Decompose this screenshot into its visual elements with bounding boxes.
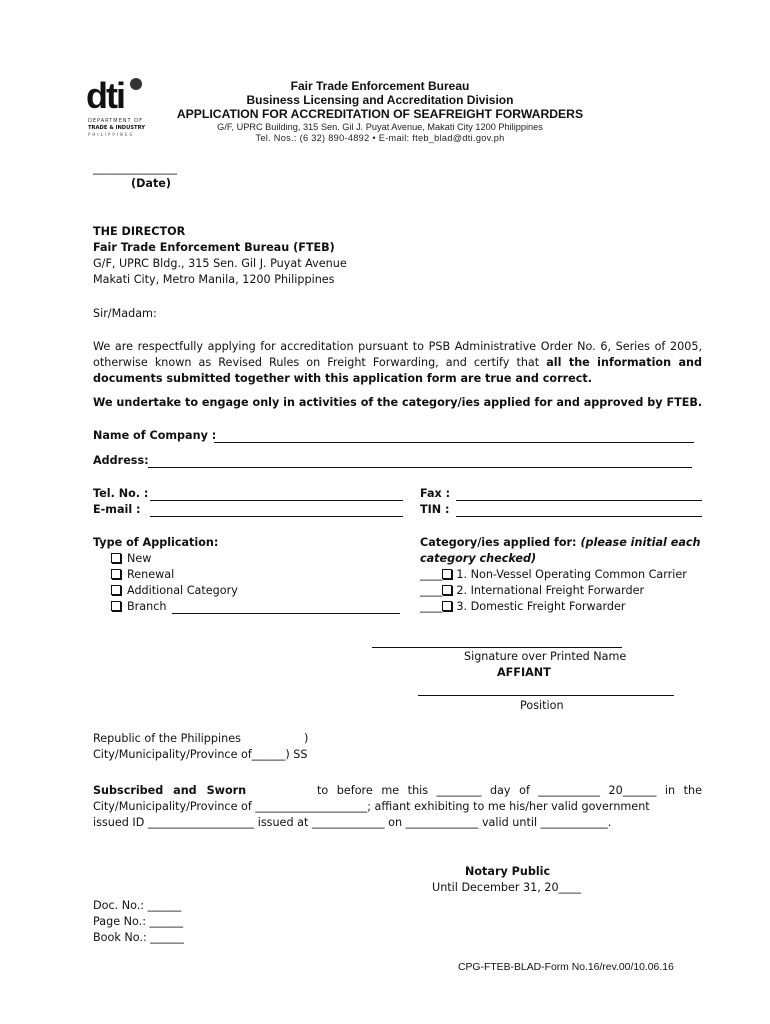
sworn-line-3: issued ID ___________________ issued at _____________ on _____________ valid until ____________. <box>93 816 612 829</box>
addressee-street: G/F, UPRC Bldg., 315 Sen. Gil J. Puyat Avenue <box>93 257 347 270</box>
checkbox-icon[interactable] <box>111 585 121 595</box>
signature-label: Signature over Printed Name <box>464 650 627 663</box>
certification-paragraph <box>93 339 702 387</box>
office-contact: Tel. Nos.: (6 32) 890-4892 • E-mail: fteb_blad@dti.gov.ph <box>255 133 505 143</box>
logo-line1: DEPARTMENT OF <box>88 118 143 124</box>
checkbox-icon[interactable] <box>111 601 121 611</box>
certification-bold-text: all the information and documents submitted together with this application form are true and correct. <box>93 356 702 385</box>
globe-icon <box>130 78 142 90</box>
company-label: Name of Company : <box>93 429 217 442</box>
address-label: Address: <box>93 454 149 467</box>
fax-field[interactable] <box>456 500 702 501</box>
address-field[interactable] <box>148 467 692 468</box>
dti-logo <box>86 75 146 140</box>
category-heading: Category/ies applied for: (please initial each <box>420 536 701 549</box>
undertaking-statement: We undertake to engage only in activities of the category/ies applied for and approved by FTEB. <box>93 396 703 409</box>
form-title: APPLICATION FOR ACCREDITATION OF SEAFREIGHT FORWARDERS <box>176 107 584 121</box>
email-label: E-mail : <box>93 503 141 516</box>
certification-text: We are respectfully applying for accreditation pursuant to PSB Administrative Order No. 6, Series of 2005, otherwise known as Revised Rules on Freight Forwarding, and certify that <box>93 340 702 369</box>
addressee-bureau: Fair Trade Enforcement Bureau (FTEB) <box>93 241 335 254</box>
date-label: (Date) <box>131 177 171 190</box>
notary-until: Until December 31, 20____ <box>432 881 581 894</box>
category-heading-cont: category checked) <box>420 552 537 565</box>
category-international[interactable]: ____ 2. International Freight Forwarder <box>420 584 645 597</box>
city-ss-line: City/Municipality/Province of______) SS <box>93 748 308 761</box>
checkbox-icon[interactable] <box>442 585 452 595</box>
logo-line2: TRADE & INDUSTRY <box>88 125 146 131</box>
option-renewal[interactable]: Renewal <box>111 568 174 581</box>
sworn-rest: to before me this ________ day of ___________ 20______ in the <box>317 784 702 797</box>
tin-label: TIN : <box>420 503 450 516</box>
logo-line3: PHILIPPINES <box>88 132 135 137</box>
email-field[interactable] <box>150 516 403 517</box>
addressee-title: THE DIRECTOR <box>93 225 186 238</box>
date-blank[interactable]: _______________ <box>93 162 177 175</box>
tel-field[interactable] <box>150 500 403 501</box>
category-domestic[interactable]: ____ 3. Domestic Freight Forwarder <box>420 600 626 613</box>
form-code: CPG-FTEB-BLAD-Form No.16/rev.00/10.06.16 <box>458 962 674 973</box>
option-new[interactable]: New <box>111 552 151 565</box>
book-no: Book No.: ______ <box>93 931 184 944</box>
republic-label: Republic of the Philippines <box>93 732 241 745</box>
doc-no: Doc. No.: ______ <box>93 899 182 912</box>
office-address: G/F, UPRC Building, 315 Sen. Gil J. Puyat Avenue, Makati City 1200 Philippines <box>217 122 543 132</box>
salutation: Sir/Madam: <box>93 307 157 320</box>
company-field[interactable] <box>214 442 694 443</box>
division-name: Business Licensing and Accreditation Division <box>246 93 514 107</box>
sworn-line-2: City/Municipality/Province of ____________________; affiant exhibiting to me his/her valid government <box>93 800 650 813</box>
checkbox-icon[interactable] <box>111 569 121 579</box>
tel-label: Tel. No. : <box>93 487 149 500</box>
option-additional-category[interactable]: Additional Category <box>111 584 238 597</box>
fax-label: Fax : <box>420 487 451 500</box>
page-no: Page No.: ______ <box>93 915 184 928</box>
republic-paren: ) <box>304 732 309 745</box>
position-label: Position <box>520 699 564 712</box>
checkbox-icon[interactable] <box>442 569 452 579</box>
notary-title: Notary Public <box>465 865 551 878</box>
checkbox-icon[interactable] <box>442 601 452 611</box>
signature-line[interactable] <box>372 647 622 648</box>
bureau-name: Fair Trade Enforcement Bureau <box>290 79 470 93</box>
sworn-bold: Subscribed and Sworn <box>93 784 247 797</box>
application-type-heading: Type of Application: <box>93 536 219 549</box>
tin-field[interactable] <box>456 516 702 517</box>
addressee-city: Makati City, Metro Manila, 1200 Philippines <box>93 273 335 286</box>
position-line[interactable] <box>418 695 674 696</box>
option-branch[interactable]: Branch <box>111 600 166 613</box>
category-nvocc[interactable]: ____ 1. Non-Vessel Operating Common Carrier <box>420 568 687 581</box>
checkbox-icon[interactable] <box>111 553 121 563</box>
sworn-line-1 <box>93 784 702 797</box>
branch-field[interactable] <box>172 613 400 614</box>
affiant-label: AFFIANT <box>497 666 551 679</box>
logo-mark: dti <box>86 75 124 116</box>
